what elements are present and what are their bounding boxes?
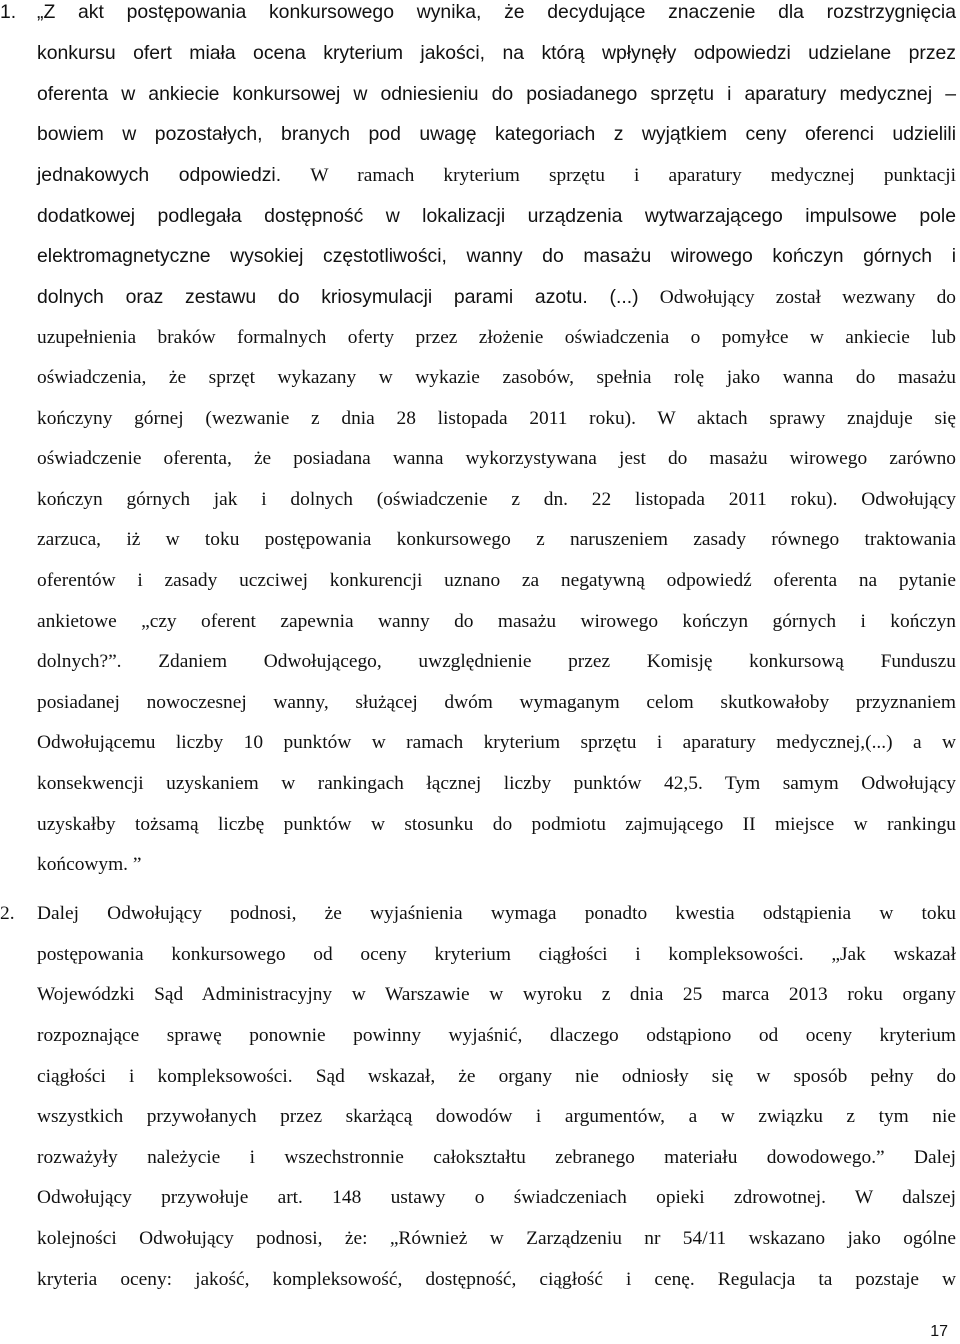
text-line [37, 318, 956, 358]
text-run: uzyskałby tożsamą liczbę punktów w stosunku do podmiotu zajmującego II miejsce w rankingu [37, 814, 956, 835]
text-line [37, 439, 956, 479]
text-run: wszystkich przywołanych przez skarżącą dowodów i argumentów, a w związku z tym nie [37, 1106, 956, 1127]
text-line [37, 1057, 956, 1097]
text-run: zarzuca, iż w toku postępowania konkursowego z naruszeniem zasady równego traktowania [37, 529, 956, 550]
text-run: oferenta w ankiecie konkursowej w odniesieniu do posiadanego sprzętu i aparatury medycznej – [37, 83, 956, 105]
text-run: kończyn górnych jak i dolnych (oświadczenie z dn. 22 listopada 2011 roku). Odwołujący [37, 489, 956, 510]
page-number: 17 [930, 1323, 948, 1340]
text-run: W ramach kryterium sprzętu i aparatury medycznej punktacji [310, 165, 956, 186]
text-run: konkursu ofert miała ocena kryterium jakości, na którą wpłynęły odpowiedzi udzielane przez [37, 42, 956, 64]
text-line [37, 155, 956, 195]
text-run: oświadczenia, że sprzęt wykazany w wykazie zasobów, spełnia rolę jako wanna do masażu [37, 367, 956, 388]
text-run: dolnych?”. Zdaniem Odwołującego, uwzględnienie przez Komisję konkursową Funduszu [37, 651, 956, 672]
text-run: dolnych oraz zestawu do kriosymulacji parami azotu. (...) [37, 286, 639, 308]
text-line [37, 520, 956, 560]
text-run: Wojewódzki Sąd Administracyjny w Warszawie w wyroku z dnia 25 marca 2013 roku organy [37, 984, 956, 1005]
text-line [37, 399, 956, 439]
text-line [37, 935, 956, 975]
text-run: końcowym. ” [37, 854, 142, 875]
text-line [37, 1260, 956, 1300]
text-run: Odwołujący przywołuje art. 148 ustawy o świadczeniach opieki zdrowotnej. W dalszej [37, 1187, 956, 1208]
text-line [37, 0, 956, 32]
text-line [37, 480, 956, 520]
text-run: rozpoznające sprawę ponownie powinny wyjaśnić, dlaczego odstąpiono od oceny kryterium [37, 1025, 956, 1046]
text-line [37, 894, 956, 934]
text-run: Odwołujący został wezwany do [659, 287, 956, 308]
text-run: uzupełnienia braków formalnych oferty przez złożenie oświadczenia o pomyłce w ankiecie lub [37, 327, 956, 348]
text-run: Odwołującemu liczby 10 punktów w ramach kryterium sprzętu i aparatury medycznej,(...) a w [37, 732, 956, 753]
text-run: kończyny górnej (wezwanie z dnia 28 listopada 2011 roku). W aktach sprawy znajduje się [37, 408, 956, 429]
list-marker-1: 1. [0, 1, 17, 23]
text-run: kolejności Odwołujący podnosi, że: „Również w Zarządzeniu nr 54/11 wskazano jako ogólne [37, 1228, 956, 1249]
text-line [37, 845, 956, 885]
text-run: posiadanej nowoczesnej wanny, służącej dwóm wymaganym celom skutkowałoby przyznaniem [37, 692, 956, 713]
text-line [37, 1138, 956, 1178]
text-run: ciągłości i kompleksowości. Sąd wskazał, że organy nie odniosły się w sposób pełny do [37, 1066, 956, 1087]
text-run: kryteria oceny: jakość, kompleksowość, dostępność, ciągłość i cenę. Regulacja ta pozstaje w [37, 1269, 956, 1290]
text-line [37, 602, 956, 642]
text-line [37, 358, 956, 398]
text-line [37, 805, 956, 845]
text-run: postępowania konkursowego od oceny kryterium ciągłości i kompleksowości. „Jak wskazał [37, 944, 956, 965]
text-line [37, 1016, 956, 1056]
text-line [37, 277, 956, 317]
text-line [37, 74, 956, 114]
text-run: Dalej Odwołujący podnosi, że wyjaśnienia wymaga ponadto kwestia odstąpienia w toku [37, 903, 956, 924]
text-line [37, 975, 956, 1015]
text-line [37, 1219, 956, 1259]
text-line [37, 196, 956, 236]
text-line [37, 723, 956, 763]
text-line [37, 764, 956, 804]
text-run: jednakowych odpowiedzi. [37, 164, 282, 186]
text-line [37, 33, 956, 73]
text-line [37, 236, 956, 276]
text-run: bowiem w pozostałych, branych pod uwagę kategoriach z wyjątkiem ceny oferenci udzielili [37, 123, 956, 145]
text-run: oferentów i zasady uczciwej konkurencji uznano za negatywną odpowiedź oferenta na pytanie [37, 570, 956, 591]
text-line [37, 561, 956, 601]
text-line [37, 114, 956, 154]
text-line [37, 683, 956, 723]
text-run: elektromagnetyczne wysokiej częstotliwości, wanny do masażu wirowego kończyn górnych i [37, 245, 956, 267]
text-line [37, 1097, 956, 1137]
text-run: konsekwencji uzyskaniem w rankingach łącznej liczby punktów 42,5. Tym samym Odwołujący [37, 773, 956, 794]
text-line [37, 642, 956, 682]
text-run: ankietowe „czy oferent zapewnia wanny do masażu wirowego kończyn górnych i kończyn [37, 611, 956, 632]
text-run: oświadczenie oferenta, że posiadana wanna wykorzystywana jest do masażu wirowego zarówno [37, 448, 956, 469]
text-line [37, 1178, 956, 1218]
text-run: „Z akt postępowania konkursowego wynika, że decydujące znaczenie dla rozstrzygnięcia [37, 1, 956, 23]
list-marker-2: 2. [0, 903, 15, 924]
text-run: dodatkowej podlegała dostępność w lokalizacji urządzenia wytwarzającego impulsowe pole [37, 205, 956, 227]
text-run: rozważyły należycie i wszechstronnie całokształtu zebranego materiału dowodowego.” Dalej [37, 1147, 956, 1168]
